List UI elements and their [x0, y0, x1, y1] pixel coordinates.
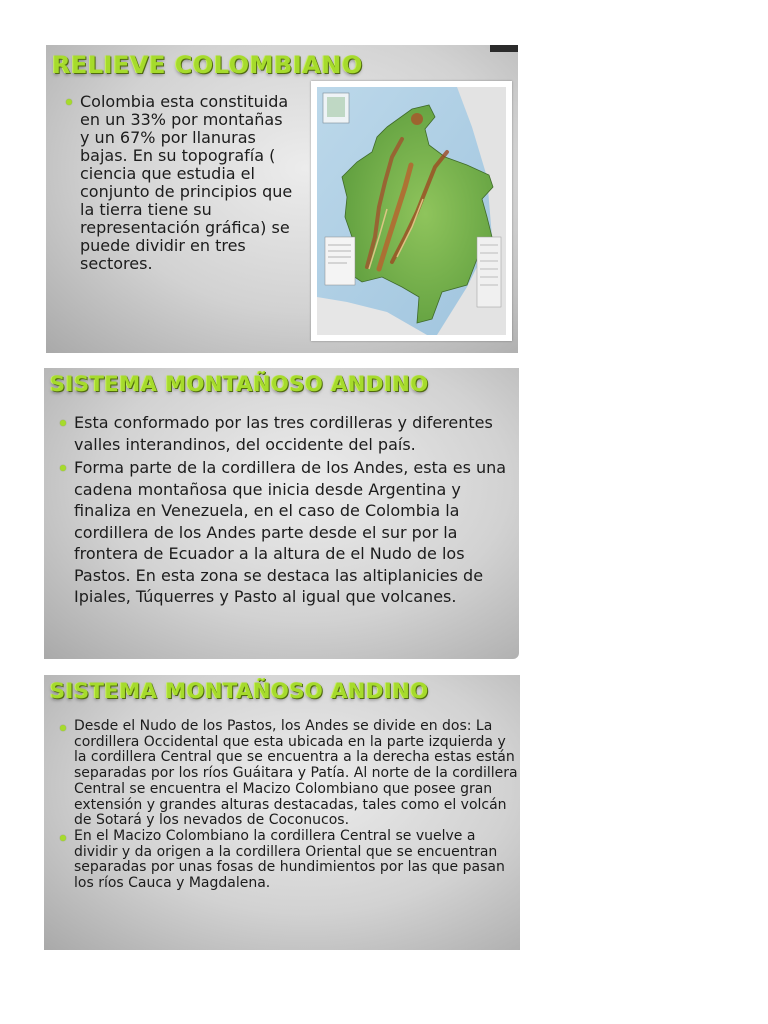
- bullet-text: Esta conformado por las tres cordilleras y diferentes valles interandinos, del occidente del país.: [74, 413, 493, 454]
- bullet-text: Desde el Nudo de los Pastos, los Andes se divide en dos: La cordillera Occidental que esta ubicada en la parte izquierda y la cordillera Central que se encuentra a la derecha estas están separadas por los ríos Guáitara y Patía. Al norte de la cordillera Central se encuentra el Macizo Colombiano que posee gran extensión y grandes alturas destacadas, tales como el volcán de Sotará y los nevados de Coconucos.: [74, 718, 518, 829]
- slide-title: SISTEMA MONTAÑOSO ANDINO: [50, 372, 429, 396]
- slide-corner-tab: [490, 45, 518, 52]
- bullet-list: [64, 93, 296, 273]
- bullet-list: [58, 719, 518, 892]
- bullet-item: [58, 412, 516, 455]
- colombia-map-icon: [317, 87, 506, 335]
- bullet-dot-icon: [66, 99, 72, 105]
- slide-title: SISTEMA MONTAÑOSO ANDINO: [50, 679, 429, 703]
- bullet-dot-icon: [60, 725, 66, 731]
- bullet-item: [58, 829, 518, 892]
- bullet-list: [58, 412, 516, 610]
- bullet-text: Colombia esta constituida en un 33% por montañas y un 67% por llanuras bajas. En su topografía ( ciencia que estudia el conjunto de principios que la tierra tiene su representación gráfica) se puede dividir en tres sectores.: [80, 92, 293, 273]
- bullet-text: En el Macizo Colombiano la cordillera Central se vuelve a dividir y da origen a la cordillera Oriental que se encuentran separadas por unas fosas de hundimientos por las que pasan los ríos Cauca y Magdalena.: [74, 827, 505, 892]
- bullet-dot-icon: [60, 465, 66, 471]
- bullet-dot-icon: [60, 835, 66, 841]
- bullet-item: [64, 93, 296, 273]
- slide-relieve-colombiano: [46, 45, 518, 353]
- bullet-text: Forma parte de la cordillera de los Andes, esta es una cadena montañosa que inicia desde Argentina y finaliza en Venezuela, en el caso de Colombia la cordillera de los Andes parte desde el sur por la frontera de Ecuador a la altura de el Nudo de los Pastos. En esta zona se destaca las altiplanicies de Ipiales, Túquerres y Pasto al igual que volcanes.: [74, 458, 507, 606]
- slide-title: RELIEVE COLOMBIANO: [52, 51, 363, 79]
- slide-sistema-montanoso-andino-1: [44, 368, 519, 659]
- bullet-item: [58, 457, 516, 608]
- bullet-item: [58, 719, 518, 829]
- colombia-relief-map-image: [311, 81, 512, 341]
- bullet-dot-icon: [60, 420, 66, 426]
- slide-sistema-montanoso-andino-2: [44, 675, 520, 950]
